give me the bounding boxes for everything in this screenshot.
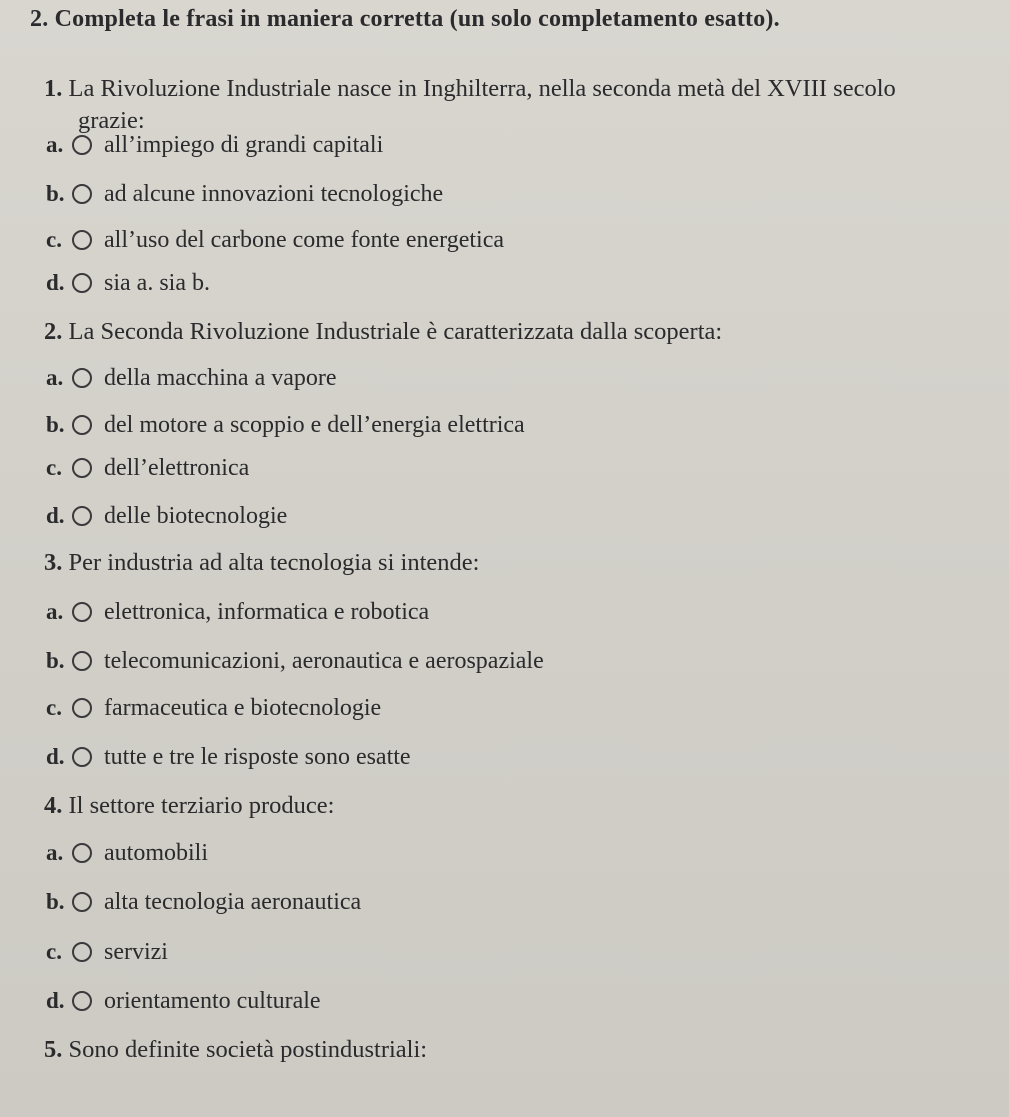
option-letter: c.: [46, 455, 62, 480]
option-q1-c[interactable]: [46, 223, 504, 257]
option-text: del motore a scoppio e dell’energia elettrica: [104, 411, 525, 438]
radio-button-icon[interactable]: [72, 184, 92, 204]
option-letter: d.: [46, 744, 65, 769]
radio-button-icon[interactable]: [72, 602, 92, 622]
option-text: alta tecnologia aeronautica: [104, 888, 362, 915]
option-text: dell’elettronica: [104, 454, 250, 481]
option-text: automobili: [104, 839, 208, 866]
option-text: ad alcune innovazioni tecnologiche: [104, 180, 444, 207]
exercise-number: 2.: [30, 6, 49, 32]
option-q1-d[interactable]: [46, 266, 210, 300]
option-letter: d.: [46, 988, 65, 1013]
option-letter: d.: [46, 270, 65, 295]
question-number: 5.: [44, 1036, 63, 1063]
option-text: all’uso del carbone come fonte energetica: [104, 226, 505, 253]
question-4: [44, 790, 994, 822]
option-q1-b[interactable]: [46, 177, 443, 211]
option-q2-a[interactable]: [46, 361, 337, 395]
exercise-instruction: Completa le frasi in maniera corretta (un solo completamento esatto).: [54, 6, 780, 32]
option-text: della macchina a vapore: [104, 364, 337, 391]
option-letter: d.: [46, 503, 65, 528]
question-number: 3.: [44, 549, 63, 576]
option-letter: b.: [46, 412, 65, 437]
option-q2-c[interactable]: [46, 451, 249, 485]
option-text: elettronica, informatica e robotica: [104, 598, 430, 625]
option-letter: a.: [46, 365, 64, 390]
radio-button-icon[interactable]: [72, 368, 92, 388]
option-q4-d[interactable]: [46, 984, 321, 1018]
question-text-continuation: grazie:: [78, 107, 145, 134]
option-text: servizi: [104, 938, 168, 965]
option-q2-d[interactable]: [46, 499, 287, 533]
question-3: [44, 547, 994, 579]
radio-button-icon[interactable]: [72, 506, 92, 526]
radio-button-icon[interactable]: [72, 415, 92, 435]
question-5: [44, 1034, 994, 1066]
question-text: Sono definite società postindustriali:: [68, 1036, 428, 1063]
radio-button-icon[interactable]: [72, 273, 92, 293]
question-2: [44, 316, 994, 348]
question-text: Il settore terziario produce:: [68, 792, 335, 819]
question-number: 4.: [44, 792, 63, 819]
radio-button-icon[interactable]: [72, 747, 92, 767]
option-q4-b[interactable]: [46, 885, 361, 919]
option-q3-d[interactable]: [46, 740, 411, 774]
option-q2-b[interactable]: [46, 408, 525, 442]
radio-button-icon[interactable]: [72, 651, 92, 671]
option-letter: b.: [46, 648, 65, 673]
option-letter: b.: [46, 181, 65, 206]
option-q3-a[interactable]: [46, 595, 429, 629]
option-text: all’impiego di grandi capitali: [104, 131, 384, 158]
option-letter: a.: [46, 840, 64, 865]
question-text: Per industria ad alta tecnologia si intende:: [68, 549, 480, 576]
radio-button-icon[interactable]: [72, 991, 92, 1011]
question-number: 2.: [44, 318, 63, 345]
radio-button-icon[interactable]: [72, 458, 92, 478]
option-text: farmaceutica e biotecnologie: [104, 694, 382, 721]
option-letter: a.: [46, 132, 64, 157]
option-q1-a[interactable]: [46, 128, 383, 162]
option-text: tutte e tre le risposte sono esatte: [104, 743, 411, 770]
question-number: 1.: [44, 75, 63, 102]
option-letter: c.: [46, 695, 62, 720]
option-letter: c.: [46, 227, 62, 252]
option-letter: c.: [46, 939, 62, 964]
radio-button-icon[interactable]: [72, 135, 92, 155]
option-letter: a.: [46, 599, 64, 624]
radio-button-icon[interactable]: [72, 892, 92, 912]
radio-button-icon[interactable]: [72, 843, 92, 863]
option-q3-b[interactable]: [46, 644, 544, 678]
option-q3-c[interactable]: [46, 691, 381, 725]
question-text: La Seconda Rivoluzione Industriale è caratterizzata dalla scoperta:: [68, 318, 723, 345]
option-text: telecomunicazioni, aeronautica e aerospaziale: [104, 647, 544, 674]
radio-button-icon[interactable]: [72, 942, 92, 962]
option-text: sia a. sia b.: [104, 269, 210, 296]
option-letter: b.: [46, 889, 65, 914]
option-text: delle biotecnologie: [104, 502, 288, 529]
option-text: orientamento culturale: [104, 987, 321, 1014]
radio-button-icon[interactable]: [72, 698, 92, 718]
question-text: La Rivoluzione Industriale nasce in Inghilterra, nella seconda metà del XVIII secolo: [68, 75, 896, 102]
option-q4-a[interactable]: [46, 836, 208, 870]
radio-button-icon[interactable]: [72, 230, 92, 250]
exercise-title: [30, 6, 780, 33]
option-q4-c[interactable]: [46, 935, 168, 969]
